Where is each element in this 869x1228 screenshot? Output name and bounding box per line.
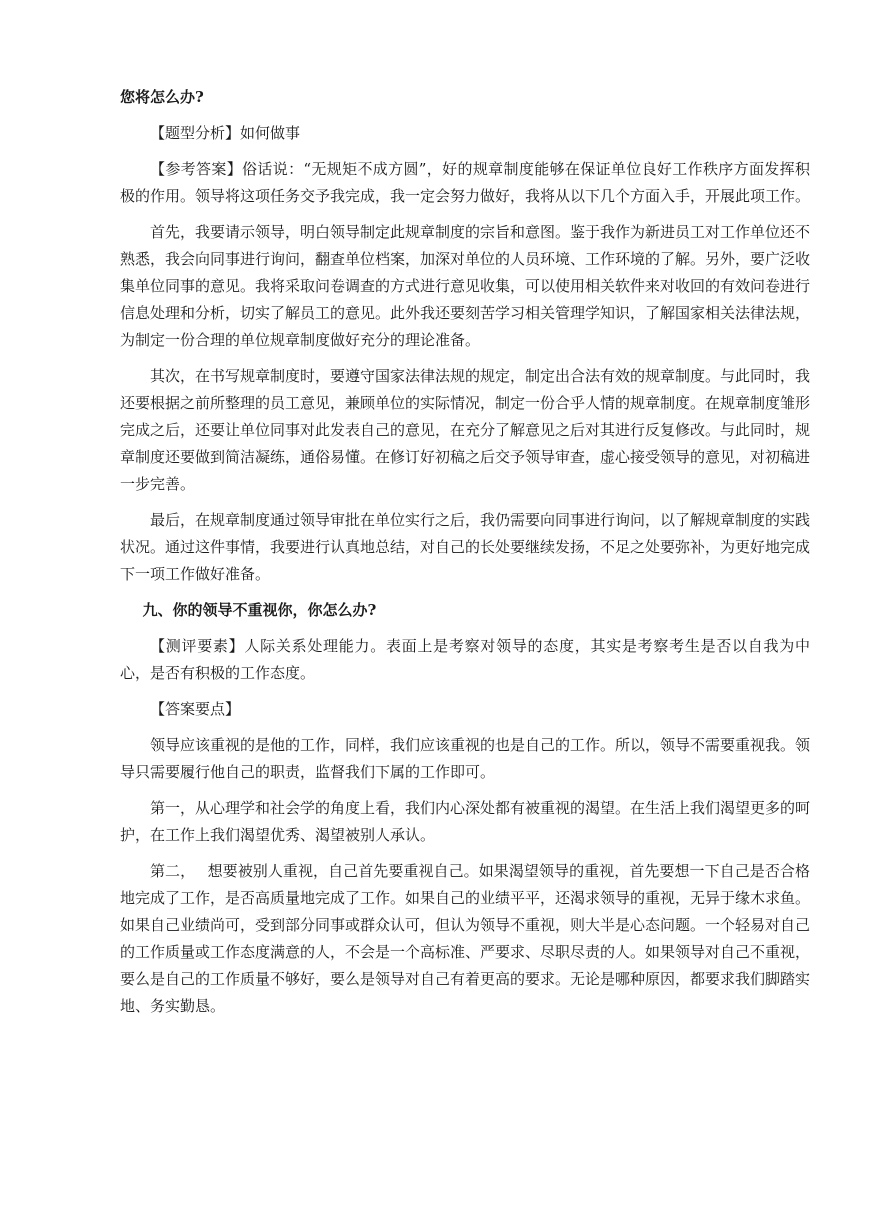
evaluation-text: 人际关系处理能力。表面上是考察对领导的态度，其实是考察考生是否以自我为中心，是否有积极的工作态度。 — [120, 637, 810, 682]
question-nine-heading: 九、你的领导不重视你，你怎么办? — [142, 601, 377, 619]
question-type-text: 如何做事 — [240, 124, 301, 142]
reference-answer-text: 俗话说：“无规矩不成方圆”，好的规章制度能够在保证单位良好工作秩序方面发挥积极的作用。领导将这项任务交予我完成，我一定会努力做好，我将从以下几个方面入手，开展此项工作。 — [120, 160, 811, 205]
key-point-one-paragraph: 第一，从心理学和社会学的角度上看，我们内心深处都有被重视的渴望。在生活上我们渴望更多的呵护，在工作上我们渴望优秀、渴望被别人承认。 — [120, 799, 811, 844]
question-type-paragraph — [120, 120, 810, 147]
question-type-tag: 【题型分析】 — [150, 124, 241, 142]
reference-answer-paragraph — [120, 156, 810, 210]
document-body — [120, 84, 810, 1029]
key-point-two-paragraph: 第二， 想要被别人重视，自己首先要重视自己。如果渴望领导的重视，首先要想一下自己是否合格地完成了工作，是否高质量地完成了工作。如果自己的业绩平平，还渴求领导的重视，无异于缘木求鱼。如果自己业绩尚可，受到部分同事或群众认可，但认为领导不重视，则大半是心态问题。一个轻易对自己的工作质量或工作态度满意的人，不会是一个高标准、严要求、尽职尽责的人。如果领导对自己不重视，要么是自己的工作质量不够好，要么是领导对自己有着更高的要求。无论是哪种原因，都要求我们脚踏实地、务实勤恳。 — [120, 862, 811, 1015]
answer-last-paragraph: 最后，在规章制度通过领导审批在单位实行之后，我仍需要向同事进行询问，以了解规章制度的实践状况。通过这件事情，我要进行认真地总结，对自己的长处要继续发扬，不足之处要弥补，为更好地完成下一项工作做好准备。 — [120, 511, 811, 583]
evaluation-paragraph — [120, 633, 810, 687]
evaluation-tag: 【测评要素】 — [150, 637, 245, 655]
answer-second-paragraph: 其次，在书写规章制度时，要遵守国家法律法规的规定，制定出合法有效的规章制度。与此同时，我还要根据之前所整理的员工意见，兼顾单位的实际情况，制定一份合乎人情的规章制度。在规章制度雏形完成之后，还要让单位同事对此发表自己的意见，在充分了解意见之后对其进行反复修改。与此同时，规章制度还要做到简洁凝练，通俗易懂。在修订好初稿之后交予领导审查，虚心接受领导的意见，对初稿进一步完善。 — [120, 367, 811, 493]
key-points-label: 【答案要点】 — [150, 700, 241, 718]
question-tail-heading: 您将怎么办? — [120, 88, 204, 106]
key-points-intro-paragraph: 领导应该重视的是他的工作，同样，我们应该重视的也是自己的工作。所以，领导不需要重视我。领导只需要履行他自己的职责，监督我们下属的工作即可。 — [120, 736, 811, 781]
reference-answer-tag: 【参考答案】 — [150, 160, 243, 178]
answer-first-paragraph: 首先，我要请示领导，明白领导制定此规章制度的宗旨和意图。鉴于我作为新进员工对工作单位还不熟悉，我会向同事进行询问，翻查单位档案，加深对单位的人员环境、工作环境的了解。另外，要广泛收集单位同事的意见。我将采取问卷调查的方式进行意见收集，可以使用相关软件来对收回的有效问卷进行信息处理和分析，切实了解员工的意见。此外我还要刻苦学习相关管理学知识，了解国家相关法律法规，为制定一份合理的单位规章制度做好充分的理论准备。 — [120, 223, 811, 349]
